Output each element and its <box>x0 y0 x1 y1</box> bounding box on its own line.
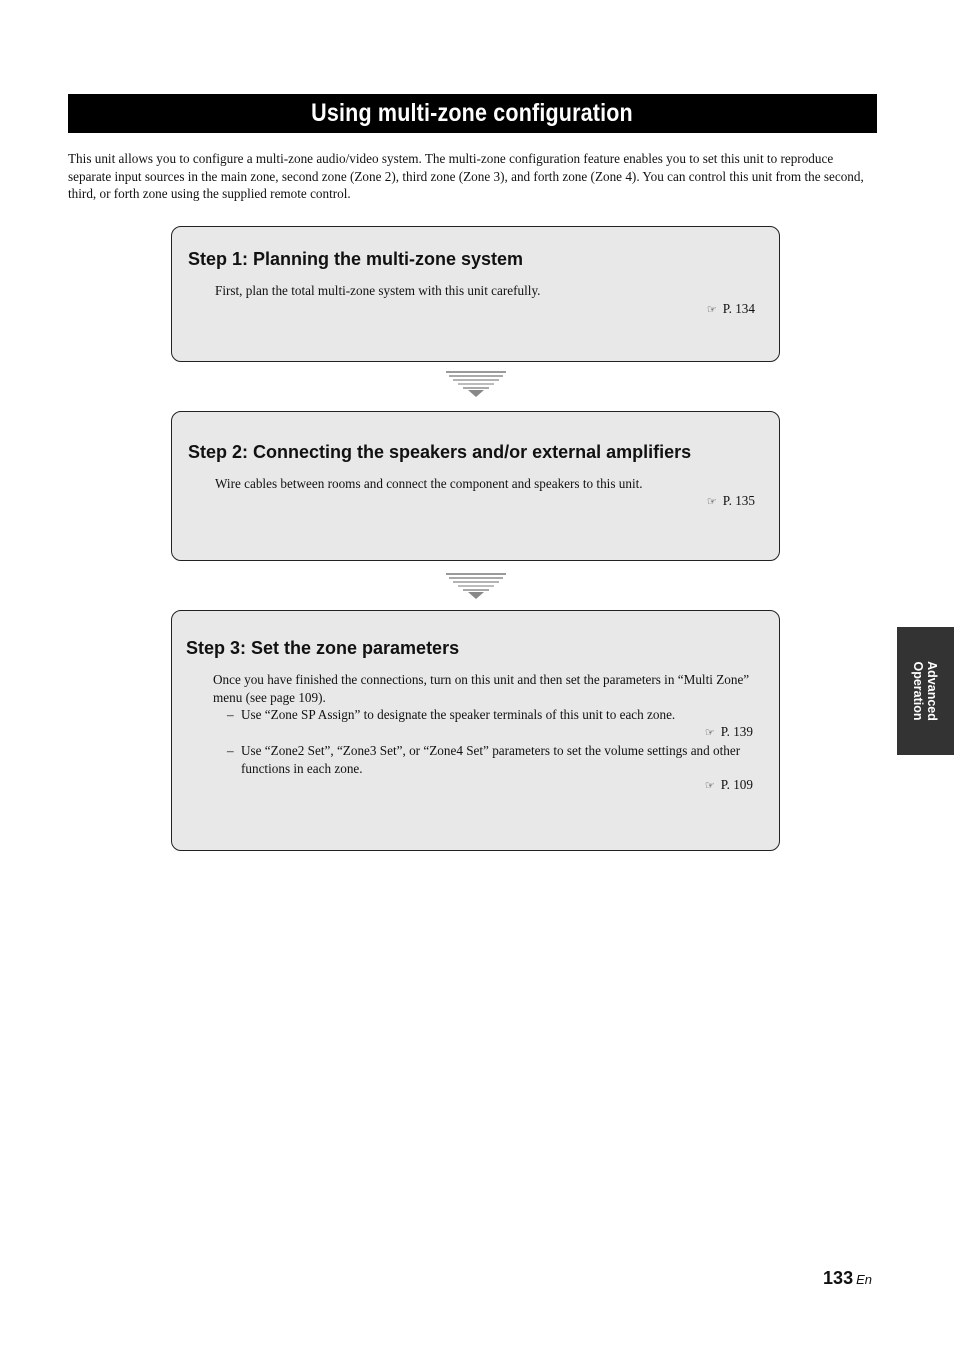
step-1-ref-label: P. 134 <box>722 301 755 316</box>
side-tab-line-1: Advanced <box>925 661 939 721</box>
list-item-text: Use “Zone SP Assign” to designate the speaker terminals of this unit to each zone. <box>241 707 676 722</box>
down-arrow-icon <box>446 371 506 398</box>
step-3-text: Once you have finished the connections, turn on this unit and then set the parameters in “Multi Zone” menu (see page 109). <box>213 672 750 705</box>
page-title <box>68 94 877 133</box>
page-number <box>823 1268 872 1289</box>
page-title-text: Using multi-zone configuration <box>311 99 634 127</box>
list-dash: – <box>227 707 234 722</box>
step-2-page-ref[interactable] <box>707 493 755 509</box>
step-3-item-2-page-ref[interactable] <box>705 777 753 793</box>
step-3-ref-1-label: P. 139 <box>720 724 753 739</box>
pointing-hand-icon: ☞ <box>704 780 715 792</box>
page-language: En <box>856 1272 872 1287</box>
pointing-hand-icon: ☞ <box>706 304 717 316</box>
step-2-box <box>171 411 780 561</box>
step-1-box <box>171 226 780 362</box>
step-2-text: Wire cables between rooms and connect the component and speakers to this unit. <box>215 476 643 491</box>
step-3-list-item-2 <box>227 742 755 778</box>
side-tab-line-2: Operation <box>911 661 925 721</box>
step-2-ref-label: P. 135 <box>722 493 755 508</box>
page-number-value: 133 <box>823 1268 854 1288</box>
step-1-text: First, plan the total multi-zone system with this unit carefully. <box>215 283 541 298</box>
pointing-hand-icon: ☞ <box>706 496 717 508</box>
pointing-hand-icon: ☞ <box>704 727 715 739</box>
step-3-ref-2-label: P. 109 <box>720 777 753 792</box>
step-2-heading: Step 2: Connecting the speakers and/or external amplifiers <box>188 442 692 462</box>
step-3-item-1-page-ref[interactable] <box>705 724 753 740</box>
step-3-heading: Step 3: Set the zone parameters <box>186 638 460 658</box>
side-tab-label <box>911 661 939 721</box>
down-arrow-icon <box>446 573 506 600</box>
step-3-list-item-1 <box>227 706 755 724</box>
section-side-tab[interactable] <box>897 627 954 755</box>
intro-paragraph: This unit allows you to configure a multi-zone audio/video system. The multi-zone configuration feature enables you to set this unit to reproduce separate input sources in the main zone, second zone (Zone 2), third zone (Zone 3), and forth zone (Zone 4). You can control this unit from the second, third, or forth zone using the supplied remote control. <box>68 151 864 201</box>
step-1-page-ref[interactable] <box>707 301 755 317</box>
list-item-text: Use “Zone2 Set”, “Zone3 Set”, or “Zone4 Set” parameters to set the volume settings and other functions in each zone. <box>241 743 741 776</box>
list-dash: – <box>227 743 234 758</box>
step-1-heading: Step 1: Planning the multi-zone system <box>188 249 524 269</box>
step-3-box <box>171 610 780 851</box>
